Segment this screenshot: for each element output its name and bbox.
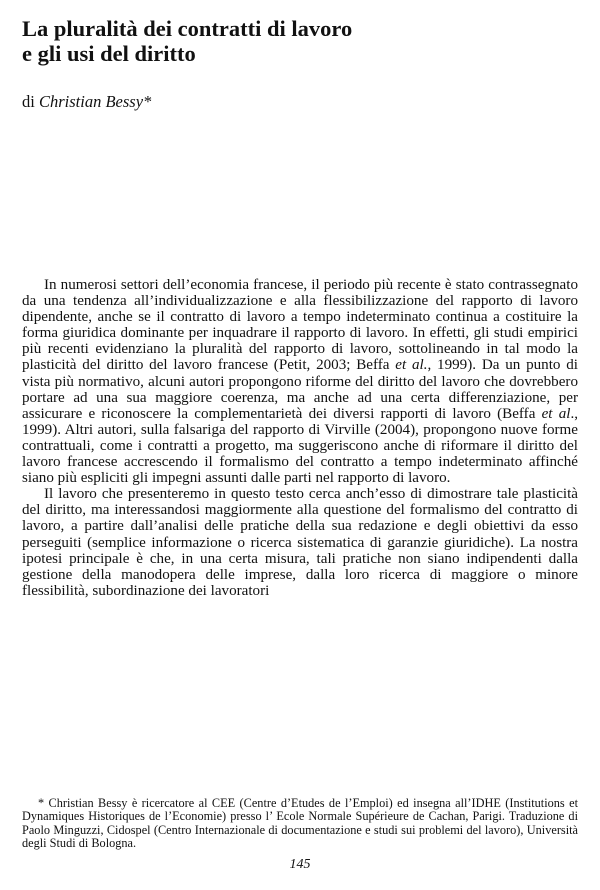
author-prefix: di — [22, 92, 35, 111]
footnote: * Christian Bessy è ricercatore al CEE (Centre d’Etudes de l’Emploi) ed insegna all’IDHE (Institutions et Dynamiques Historiques de l’Economie) presso l’ Ecole Normale Supérieure de Cachan, Parigi. Traduzione di Paolo Minguzzi, Cidospel (Centro Internazionale di documentazione e studi sui problemi del lavoro), Università degli Studi di Bologna. — [22, 796, 578, 851]
paragraph-2: Il lavoro che presenteremo in questo testo cerca anch’esso di dimostrare tale plasticità del diritto, ma interessandosi maggiormente alla questione del formalismo del contratto di lavoro, a partire dall’analisi delle pratiche della sua redazione e degli obiettivi da esso perseguiti (semplice informazione o ricerca sistematica di garanzie giuridiche). La nostra ipotesi principale è che, in una certa misura, tali pratiche non siano indipendenti dalla gestione della manodopera delle imprese, dalla loro ricerca di maggiore o minore flessibilità, subordinazione dei lavoratori — [22, 486, 578, 599]
et-al-citation: et al. — [395, 357, 428, 374]
article-title — [22, 16, 582, 66]
paragraph-1 — [22, 277, 578, 486]
paragraph-1-part-c: ., 1999). Altri autori, sulla falsariga del rapporto di Virville (2004), propongono nuove forme contrattuali, come i contratti a progetto, ma suggeriscono anche di riformare il diritto del lavoro francese accrescendo il formalismo del contratto a tempo indeterminato affinché siano più espliciti gli impegni assunti dalle parti nel rapporto di lavoro. — [22, 405, 578, 487]
paragraph-1-part-b: , 1999). Da un punto di vista più normativo, alcuni autori propongono riforme del diritto del lavoro che dovrebbero portare ad una sua maggiore coerenza, ma anche ad una certa differenziazione, per assicurare e riconoscere la complementarietà dei diversi rapporti di lavoro (Beffa — [22, 357, 578, 422]
author-line — [22, 92, 151, 112]
body-text — [22, 277, 578, 599]
title-line-1: La pluralità dei contratti di lavoro — [22, 16, 353, 41]
paragraph-1-part-a: In numerosi settori dell’economia francese, il periodo più recente è stato contrassegnato da una tendenza all’individualizzazione e alla flessibilizzazione del rapporto di lavoro dipendente, anche se il contratto di lavoro a tempo indeterminato continua a costituire la forma giuridica dominante per inquadrare il rapporto di lavoro. In effetti, gli studi empirici più recenti evidenziano la pluralità del rapporto di lavoro, sottolineando in tal modo la plasticità del diritto del lavoro francese (Petit, 2003; Beffa — [22, 277, 578, 374]
author-name: Christian Bessy* — [38, 92, 152, 111]
title-line-2: e gli usi del diritto — [22, 41, 196, 66]
et-al-citation: et al — [541, 405, 571, 422]
page-number: 145 — [289, 857, 311, 872]
